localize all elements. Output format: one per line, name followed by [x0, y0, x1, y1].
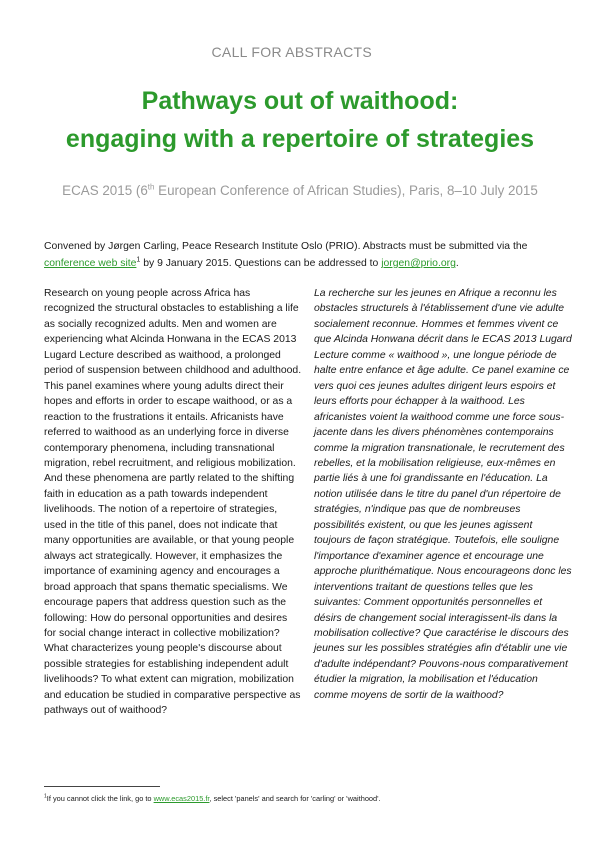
- subtitle-post: European Conference of African Studies), Paris, 8–10 July 2015: [154, 183, 538, 198]
- ecas-site-link[interactable]: www.ecas2015.fr: [153, 794, 210, 803]
- french-abstract: La recherche sur les jeunes en Afrique a reconnu les obstacles structurels à l'établissement d'une vie adulte socialement reconnue. Hommes et femmes vivent ce que Alcinda Honwana décrit dans le ECAS 2013 Lugard Lecture comme « waithood », une longue période de halte entre enfance et âge adulte. Ce panel examine ce vers quoi ces jeunes adultes dirigent leurs espoirs et leurs efforts pour échapper à la waithood. Les africanistes voient la waithood comme une force sous-jacente dans les divers phénomènes contemporains comme la migration transnationale, le recrutement des rebelles, et la mobilisation religieuse, eux-mêmes en partie liés à une foi grandissante en l'éducation. La notion utilisée dans le titre du panel d'un répertoire de stratégies, n'indique pas que de nombreuses possibilités existent, ou que les jeunes agissent toujours de façon stratégique. Toutefois, elle souligne l'importance d'examiner agence et encourage une approche plurithématique. Nous encourageons donc les interventions traitant de questions telles que les suivantes: Comment opportunités personnelles et désirs de changement social interagissent-ils dans la mobilisation collective? Que caractérise le discours des jeunes sur les possibles stratégies afin d'établir une vie d'adulte indépendant? Pouvons-nous comparativement étudier la migration, la mobilisation et l'éducation comme moyens de sortir de la waithood?: [314, 288, 572, 701]
- conference-subtitle: [0, 183, 600, 198]
- footnote-number: 1: [44, 793, 47, 800]
- email-link[interactable]: jorgen@prio.org: [381, 258, 456, 269]
- convener-paragraph: [44, 238, 564, 272]
- subtitle-ordinal: th: [147, 182, 155, 192]
- footnote-ref: 1: [136, 256, 141, 264]
- footnote: [44, 794, 574, 804]
- title-line-2: engaging with a repertoire of strategies: [65, 125, 535, 153]
- convener-text-1: Convened by Jørgen Carling, Peace Research Institute Oslo (PRIO). Abstracts must be submitted via the: [44, 241, 528, 252]
- footnote-text-2: , select 'panels' and search for 'carling' or 'waithood'.: [209, 794, 381, 803]
- english-abstract: Research on young people across Africa has recognized the structural obstacles to establishing a life as socially recognized adults. Men and women are experiencing what Alcinda Honwana in the ECAS 2013 Lugard Lecture described as waithood, a prolonged period of suspension between childhood and adulthood. This panel examines where young adults direct their hopes and efforts in order to escape waithood, or as a reaction to the frustrations it entails. Africanists have referred to waithood as an underlying force in diverse contemporary phenomena, including transnational migration, rebel recruitment, and religious mobilization. And these phenomena are partly related to the shifting faith in education as a path towards independent livelihoods. The notion of a repertoire of strategies, used in the title of this panel, does not indicate that many opportunities are available, or that young people always act strategically. However, it emphasizes the importance of examining agency and encourages a broad approach that spans thematic specialisms. We encourage papers that address question such as the following: How do personal opportunities and desires for social change interact in collective mobilization? What characterizes young people's discourse about possible strategies for establishing independent adult livelihoods? To what extent can migration, mobilization and education be studied in comparative perspective as pathways out of waithood?: [44, 288, 302, 717]
- convener-text-2: by 9 January 2015. Questions can be addressed to: [140, 258, 382, 269]
- convener-text-3: .: [455, 258, 459, 269]
- call-for-abstracts-label: CALL FOR ABSTRACTS: [211, 44, 372, 60]
- title-line-1: Pathways out of waithood:: [141, 87, 459, 115]
- subtitle-pre: ECAS 2015 (6: [62, 183, 148, 198]
- document-title: [0, 82, 600, 158]
- footnote-divider: [44, 786, 160, 787]
- conference-web-site-link[interactable]: conference web site: [44, 258, 137, 269]
- footnote-text-1: If you cannot click the link, go to: [46, 794, 154, 803]
